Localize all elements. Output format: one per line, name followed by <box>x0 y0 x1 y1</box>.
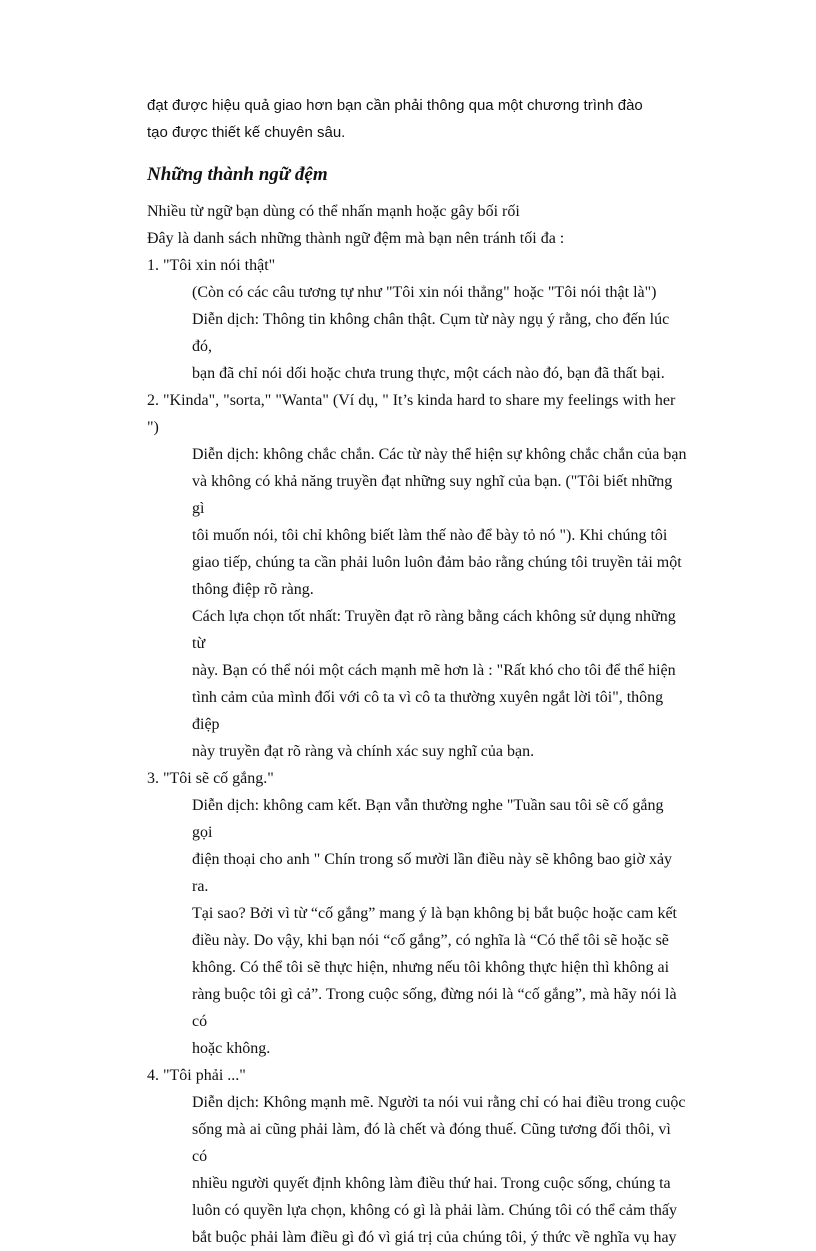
list-item-title: 1. "Tôi xin nói thật" <box>147 257 276 274</box>
body-line: nhiều người quyết định không làm điều thứ hai. Trong cuộc sống, chúng ta <box>192 1175 671 1192</box>
body-line: này. Bạn có thể nói một cách mạnh mẽ hơn là : "Rất khó cho tôi để thể hiện <box>192 662 676 679</box>
body-line: tình cảm của mình đối với cô ta vì cô ta thường xuyên ngắt lời tôi", thông điệp <box>192 689 664 733</box>
body-line: Diễn dịch: Thông tin không chân thật. Cụm từ này ngụ ý rằng, cho đến lúc đó, <box>192 311 670 355</box>
body-line: Diễn dịch: Không mạnh mẽ. Người ta nói vui rằng chỉ có hai điều trong cuộc <box>192 1094 686 1111</box>
body-line: bạn đã chỉ nói dối hoặc chưa trung thực, một cách nào đó, bạn đã thất bại. <box>192 365 665 382</box>
list-item-body <box>147 441 687 765</box>
list-item-title: 3. "Tôi sẽ cố gắng." <box>147 770 274 787</box>
body-line: bắt buộc phải làm điều gì đó vì giá trị của chúng tôi, ý thức về nghĩa vụ hay <box>192 1229 677 1246</box>
body-line: tôi muốn nói, tôi chỉ không biết làm thế nào để bày tỏ nó "). Khi chúng tôi <box>192 527 668 544</box>
body-line: Diễn dịch: không cam kết. Bạn vẫn thường nghe "Tuần sau tôi sẽ cố gắng gọi <box>192 797 664 841</box>
list-item <box>147 252 687 387</box>
lead-line: Đây là danh sách những thành ngữ đệm mà bạn nên tránh tối đa : <box>147 230 565 247</box>
body-line: giao tiếp, chúng ta cần phải luôn luôn đảm bảo rằng chúng tôi truyền tải một <box>192 554 682 571</box>
body-line: (Còn có các câu tương tự như "Tôi xin nói thẳng" hoặc "Tôi nói thật là") <box>192 284 657 301</box>
body-line: và không có khả năng truyền đạt những suy nghĩ của bạn. ("Tôi biết những gì <box>192 473 673 517</box>
list-item <box>147 387 687 765</box>
list-item <box>147 765 687 1062</box>
body-line: Tại sao? Bởi vì từ “cố gắng” mang ý là bạn không bị bắt buộc hoặc cam kết <box>192 905 677 922</box>
section-body <box>147 198 687 1251</box>
body-line: thông điệp rõ ràng. <box>192 581 314 598</box>
body-line: này truyền đạt rõ ràng và chính xác suy nghĩ của bạn. <box>192 743 535 760</box>
list-item-body <box>147 279 687 387</box>
body-line: ràng buộc tôi gì cả”. Trong cuộc sống, đừng nói là “cố gắng”, mà hãy nói là có <box>192 986 677 1030</box>
list-item-title: 2. "Kinda", "sorta," "Wanta" (Ví dụ, " It’s kinda hard to share my feelings with her ") <box>147 392 676 436</box>
intro-line: tạo được thiết kế chuyên sâu. <box>147 124 346 141</box>
body-line: không. Có thể tôi sẽ thực hiện, nhưng nếu tôi không thực hiện thì không ai <box>192 959 670 976</box>
intro-line: đạt được hiệu quả giao hơn bạn cần phải thông qua một chương trình đào <box>147 97 643 114</box>
list-item-body <box>147 1089 687 1251</box>
body-line: Cách lựa chọn tốt nhất: Truyền đạt rõ ràng bằng cách không sử dụng những từ <box>192 608 676 652</box>
list-item-title: 4. "Tôi phải ..." <box>147 1067 246 1084</box>
section-heading: Những thành ngữ đệm <box>147 164 328 185</box>
body-line: luôn có quyền lựa chọn, không có gì là phải làm. Chúng tôi có thể cảm thấy <box>192 1202 678 1219</box>
body-line: sống mà ai cũng phải làm, đó là chết và đóng thuế. Cũng tương đối thôi, vì có <box>192 1121 671 1165</box>
list-item <box>147 1062 687 1251</box>
body-line: hoặc không. <box>192 1040 271 1057</box>
body-line: điều này. Do vậy, khi bạn nói “cố gắng”, có nghĩa là “Có thể tôi sẽ hoặc sẽ <box>192 932 669 949</box>
body-line: điện thoại cho anh " Chín trong số mười lần điều này sẽ không bao giờ xảy ra. <box>192 851 673 895</box>
lead-line: Nhiều từ ngữ bạn dùng có thể nhấn mạnh hoặc gây bối rối <box>147 203 520 220</box>
body-line: Diễn dịch: không chắc chắn. Các từ này thể hiện sự không chắc chắn của bạn <box>192 446 687 463</box>
list-item-body <box>147 792 687 1062</box>
intro-paragraph <box>147 92 707 146</box>
